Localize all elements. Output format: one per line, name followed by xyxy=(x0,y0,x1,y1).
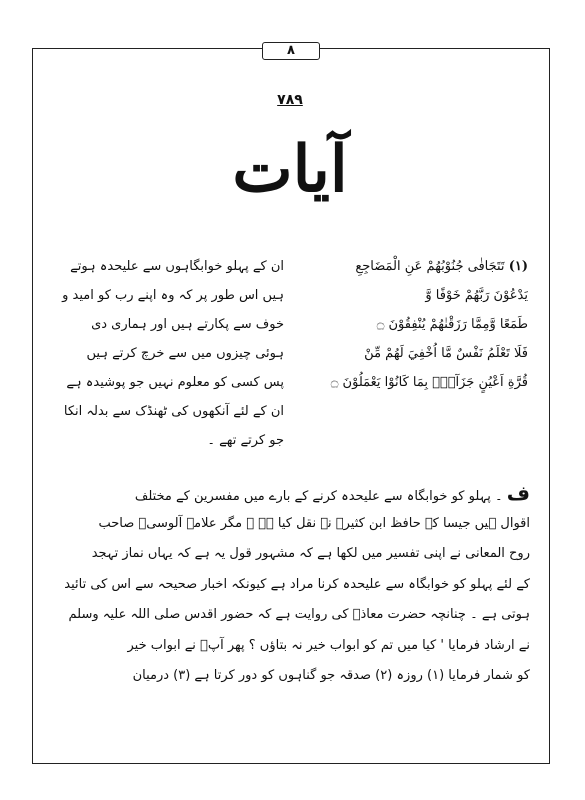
note-marker: ف xyxy=(506,481,530,505)
commentary-note xyxy=(52,478,530,692)
note-line: نے ارشاد فرمایا ' کیا میں تم کو ابواب خیر نہ بتاؤں ؟ پھر آپؐ نے ابواب خیر xyxy=(127,637,530,653)
translation-line: جو کرتے تھے ۔ xyxy=(207,433,284,448)
translation-line: ہوئی چیزوں میں سے خرچ کرتے ہیں xyxy=(86,346,284,361)
note-line: کو شمار فرمایا (۱) روزہ (۲) صدقہ جو گناہوں کو دور کرتا ہے (۳) درمیان xyxy=(132,668,530,683)
note-text: ۔ پہلو کو خوابگاہ سے علیحدہ کرنے کے بارے میں مفسرین کے مختلف xyxy=(134,489,503,504)
page-number: ۸ xyxy=(262,42,320,60)
note-line xyxy=(52,478,530,509)
page-heading: آیات xyxy=(232,132,348,207)
translation-line: پس کسی کو معلوم نہیں جو پوشیدہ ہے xyxy=(66,375,284,390)
note-line: روح المعانی نے اپنی تفسیر میں لکھا ہے کہ مشہور قول یہ ہے کہ یہاں نماز تہجد xyxy=(91,546,530,561)
verse-line xyxy=(292,252,528,281)
translation-line: ہیں اس طور پر کہ وہ اپنے رب کو امید و xyxy=(62,288,284,303)
translation-line: ان کے پہلو خوابگاہوں سے علیحدہ ہوتے xyxy=(70,259,284,274)
verse-line: قُرَّةِ اَعْيُنٍ جَزَآءًۢ بِمَا كَانُوْا يَعْمَلُوْنَ ۝ xyxy=(330,375,528,390)
note-line: ہوتی ہے ۔ چنانچہ حضرت معاذؓ کی روایت ہے کہ حضور اقدس صلی اللہ علیہ وسلم xyxy=(68,607,530,622)
verse-number: (۱) xyxy=(508,259,528,274)
verse-line: طَمَعًا وَّمِمَّا رَزَقْنٰهُمْ يُنْفِقُوْنَ ۝ xyxy=(376,317,528,332)
verse-line: فَلَا تَعْلَمُ نَفْسٌ مَّا اُخْفِيَ لَهُمْ مِّنْ xyxy=(364,346,528,361)
verse-translation xyxy=(52,252,284,455)
reference-number: ۷۸۹ xyxy=(277,92,303,108)
note-line: کے لئے پہلو کو خوابگاہ سے علیحدہ کرنا مراد ہے کیونکہ اخبار صحیحہ سے اس کی تائید xyxy=(64,576,530,592)
note-line: اقوال ہیں جیسا کہ حافظ ابن کثیرؒ نے نقل کیا ہے ۔ مگر علامہ آلوسیؒ صاحب xyxy=(98,515,530,531)
verse-text: تَتَجَافٰى جُنُوْبُهُمْ عَنِ الْمَضَاجِعِ xyxy=(355,259,505,274)
verse-line: يَدْعُوْنَ رَبَّهُمْ خَوْفًا وَّ xyxy=(425,288,528,303)
verse-arabic xyxy=(292,252,528,397)
translation-line: خوف سے پکارتے ہیں اور ہماری دی xyxy=(91,317,284,332)
translation-line: ان کے لئے آنکھوں کی ٹھنڈک سے بدلہ انکا xyxy=(63,404,284,419)
